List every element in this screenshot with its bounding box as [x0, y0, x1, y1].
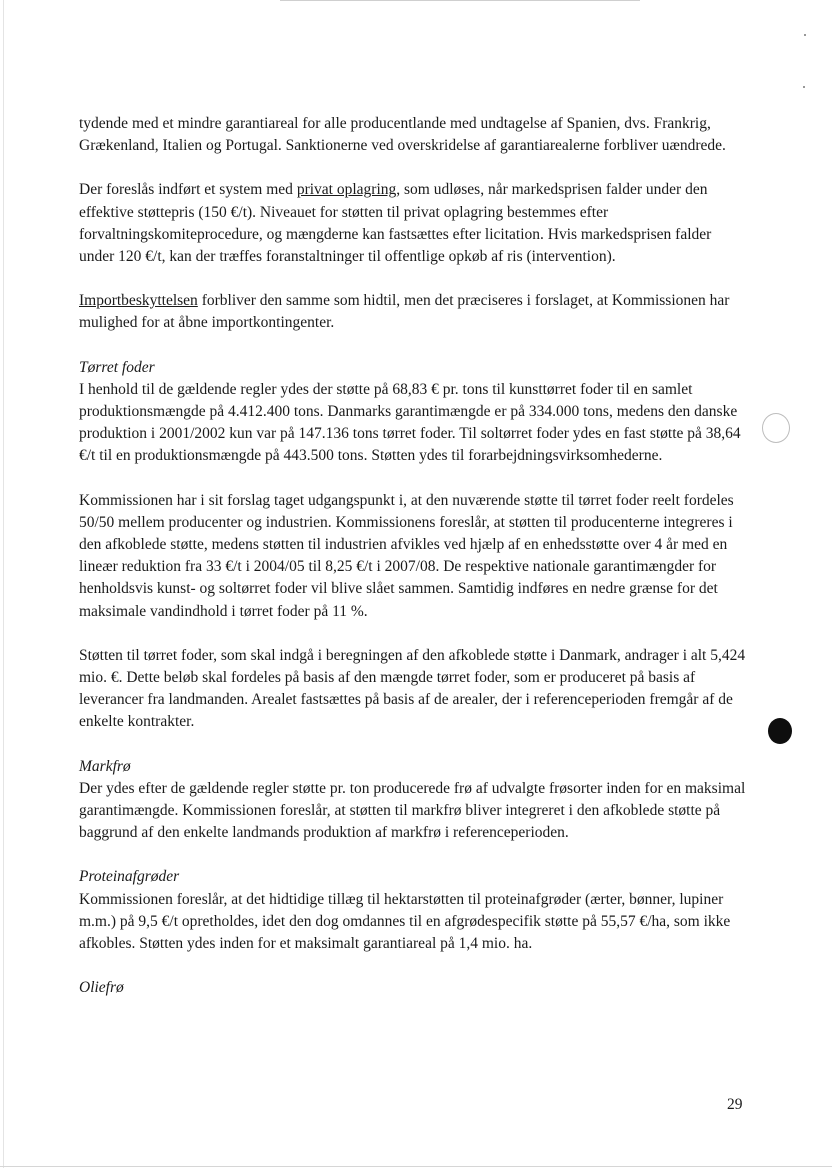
punch-hole — [768, 718, 792, 744]
paragraph-commission-proposal: Kommissionen har i sit forslag taget udgangspunkt i, at den nuværende støtte til tørret foder reelt fordeles 50/50 mellem producenter og industrien. Kommissionens foreslår, at støtten til producenterne integreres i den afkoblede støtte, medens støtten til industrien afvikles ved hjælp af en enhedsstøtte over 4 år med en lineær reduktion fra 33 €/t i 2004/05 til 8,25 €/t i 2007/08. De respektive nationale garantimængder for henholdsvis kunst- og soltørret foder vil blive slået sammen. Samtidig indføres en nedre grænse for det maksimale vandindhold i tørret foder på 11 %. — [79, 491, 734, 620]
paragraph-text: , som udløses, når markedsprisen falder under den effektive støttepris (150 €/t). Niveauet for støtten til privat oplagring bestemmes efter forvaltningskomiteprocedure, og mængderne kan fastsættes efter licitation. Hvis markedsprisen falder under 120 €/t, kan der træffes foranstaltninger til offentlige opkøb af ris (intervention). — [79, 181, 712, 266]
paragraph-text: Der foreslås indført et system med — [79, 181, 297, 199]
section-heading-oilseeds: Oliefrø — [79, 979, 124, 997]
section-heading-field-seed: Markfrø — [79, 757, 131, 775]
paragraph-support-denmark: Støtten til tørret foder, som skal indgå i beregningen af den afkoblede støtte i Danmark, andrager i alt 5,424 mio. €. Dette beløb skal fordeles på basis af den mængde tørret foder, som er produceret på basis af leverancer fra landmanden. Arealet fastsættes på basis af de arealer, der i referenceperioden fremgår af de enkelte kontrakter. — [79, 646, 746, 731]
paragraph-dried-fodder-rules: I henhold til de gældende regler ydes der støtte på 68,83 € pr. tons til kunsttørret foder til en samlet produktionsmængde på 4.412.400 tons. Danmarks garantimængde er på 334.000 tons, medens den danske produktion i 2001/2002 kun var på 147.136 tons tørret foder. Til soltørret foder ydes en fast støtte på 38,64 €/t til en produktionsmængde på 443.500 tons. Støtten ydes til forarbejdningsvirksomhederne. — [79, 380, 741, 465]
section-heading-protein-crops: Proteinafgrøder — [79, 868, 180, 886]
paragraph-protein-crops: Kommissionen foreslår, at det hidtidige tillæg til hektarstøtten til proteinafgrøder (ærter, bønner, lupiner m.m.) på 9,5 €/t opretholdes, idet den dog omdannes til en afgrødespecifik støtte på 55,57 €/ha, som ikke afkobles. Støtten ydes inden for et maksimalt garantiareal på 1,4 mio. ha. — [79, 890, 731, 953]
page-number: 29 — [727, 1096, 743, 1113]
scan-edge — [0, 1166, 832, 1167]
body-text — [79, 113, 749, 1000]
scan-speck — [804, 34, 806, 36]
paragraph-rice-guarantee: tydende med et mindre garantiareal for alle producentlande med undtagelse af Spanien, dvs. Frankrig, Grækenland, Italien og Portugal. Sanktionerne ved overskridelse af garantiarealerne forbliver uændrede. — [79, 115, 726, 155]
section-heading-dried-fodder: Tørret foder — [79, 358, 155, 376]
underlined-term: Importbeskyttelsen — [79, 292, 198, 310]
paragraph-field-seed: Der ydes efter de gældende regler støtte pr. ton producerede frø af udvalgte frøsorter inden for en maksimal garantimængde. Kommissionen foreslår, at støtten til markfrø bliver integreret i den afkoblede støtte på baggrund af den enkelte landmands produktion af markfrø i referenceperioden. — [79, 779, 746, 842]
paragraph-import-protection — [79, 290, 749, 334]
scan-edge — [3, 0, 4, 1168]
punch-hole-outline — [762, 413, 790, 443]
scan-speck — [803, 86, 805, 88]
paragraph-private-storage — [79, 179, 749, 268]
underlined-term: privat oplagring — [296, 181, 397, 199]
paragraph-text: forbliver den samme som hidtil, men det præciseres i forslaget, at Kommissionen har mulighed for at åbne importkontingenter. — [79, 292, 730, 332]
scan-edge — [280, 0, 640, 1]
